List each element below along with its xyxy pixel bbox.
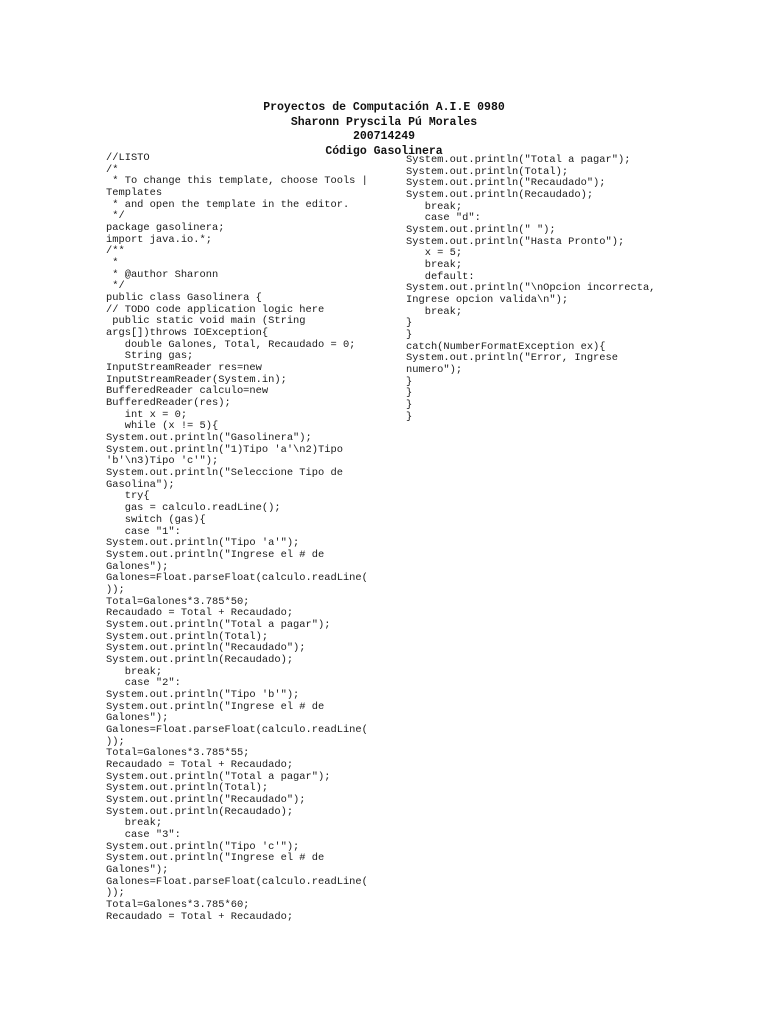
code-line: InputStreamReader(System.in); bbox=[106, 373, 287, 386]
code-line: 'b'\n3)Tipo 'c'"); bbox=[106, 455, 219, 468]
code-line: System.out.println(Recaudado); bbox=[406, 189, 594, 202]
code-line: numero"); bbox=[406, 364, 463, 377]
code-line: } bbox=[406, 410, 413, 423]
code-line: System.out.println("Total a pagar"); bbox=[406, 154, 631, 166]
code-line: break; bbox=[406, 305, 463, 318]
code-line: BufferedReader calculo=new bbox=[106, 385, 269, 398]
code-line: break; bbox=[406, 259, 463, 272]
code-line: Total=Galones*3.785*55; bbox=[106, 747, 250, 760]
code-line: catch(NumberFormatException ex){ bbox=[406, 340, 606, 353]
code-line: } bbox=[406, 329, 413, 342]
header-student-id: 200714249 bbox=[352, 130, 416, 143]
code-line: )); bbox=[106, 735, 125, 748]
code-line: BufferedReader(res); bbox=[106, 397, 231, 410]
code-line: System.out.println("1)Tipo 'a'\n2)Tipo bbox=[106, 443, 343, 456]
code-line: Galones=Float.parseFloat(calculo.readLine( bbox=[106, 572, 368, 585]
code-line: break; bbox=[106, 665, 163, 678]
code-line: Gasolina"); bbox=[106, 478, 175, 491]
code-line: System.out.println("Hasta Pronto"); bbox=[406, 235, 625, 248]
code-line: System.out.println("Gasolinera"); bbox=[106, 432, 312, 445]
header-author-name: Sharonn Pryscila Pú Morales bbox=[290, 115, 478, 129]
code-line: case "2": bbox=[106, 677, 181, 690]
code-line: System.out.println("Recaudado"); bbox=[406, 177, 606, 190]
code-line: System.out.println(Recaudado); bbox=[106, 653, 294, 666]
code-line: gas = calculo.readLine(); bbox=[106, 502, 281, 515]
code-line: Recaudado = Total + Recaudado; bbox=[106, 758, 294, 771]
code-line: case "d": bbox=[406, 212, 481, 225]
code-line: System.out.println("Tipo 'a'"); bbox=[106, 537, 300, 550]
code-line: switch (gas){ bbox=[106, 513, 206, 526]
code-line: } bbox=[406, 317, 413, 330]
code-line: * To change this template, choose Tools | bbox=[106, 175, 368, 188]
code-line: double Galones, Total, Recaudado = 0; bbox=[106, 338, 356, 351]
code-line: System.out.println("Total a pagar"); bbox=[106, 618, 331, 631]
code-line: Recaudado = Total + Recaudado; bbox=[106, 607, 294, 620]
code-line: package gasolinera; bbox=[106, 222, 225, 235]
code-line: System.out.println("Tipo 'b'"); bbox=[106, 688, 300, 701]
code-line: System.out.println("Tipo 'c'"); bbox=[106, 840, 300, 853]
code-column-left bbox=[106, 153, 398, 923]
code-column-right bbox=[406, 155, 706, 423]
code-line: Ingrese opcion valida\n"); bbox=[406, 294, 569, 307]
code-line: Galones"); bbox=[106, 863, 169, 876]
code-line: System.out.println(Total); bbox=[406, 165, 569, 178]
code-line: System.out.println("Total a pagar"); bbox=[106, 770, 331, 783]
code-line: case "3": bbox=[106, 828, 181, 841]
code-line: System.out.println("Error, Ingrese bbox=[406, 352, 619, 365]
header-code-title: Código Gasolinera bbox=[325, 144, 443, 158]
code-line: System.out.println("Ingrese el # de bbox=[106, 700, 325, 713]
code-line: case "1": bbox=[106, 525, 181, 538]
code-line: int x = 0; bbox=[106, 408, 188, 421]
code-line: } bbox=[406, 375, 413, 388]
document-header bbox=[100, 101, 668, 159]
code-line: )); bbox=[106, 887, 125, 900]
code-line: import java.io.*; bbox=[106, 233, 213, 246]
code-line: while (x != 5){ bbox=[106, 420, 219, 433]
code-line: public class Gasolinera { bbox=[106, 292, 262, 305]
code-line: x = 5; bbox=[406, 247, 463, 260]
code-line: Galones"); bbox=[106, 712, 169, 725]
code-line: * and open the template in the editor. bbox=[106, 198, 350, 211]
code-line: System.out.println("Recaudado"); bbox=[106, 642, 306, 655]
code-line: System.out.println("\nOpcion incorrecta, bbox=[406, 282, 656, 295]
code-line: public static void main (String bbox=[106, 315, 306, 328]
code-line: * @author Sharonn bbox=[106, 268, 219, 281]
code-line: Galones=Float.parseFloat(calculo.readLine( bbox=[106, 875, 368, 888]
header-course-title: Proyectos de Computación A.I.E 0980 bbox=[263, 101, 505, 114]
code-line: */ bbox=[106, 210, 125, 223]
code-line: System.out.println(Total); bbox=[106, 630, 269, 643]
code-line: // TODO code application logic here bbox=[106, 303, 325, 316]
code-line: /** bbox=[106, 245, 125, 258]
code-line: System.out.println("Ingrese el # de bbox=[106, 548, 325, 561]
code-line: String gas; bbox=[106, 350, 194, 363]
code-line: InputStreamReader res=new bbox=[106, 362, 262, 375]
code-line: default: bbox=[406, 270, 475, 283]
code-line: )); bbox=[106, 583, 125, 596]
code-line: Total=Galones*3.785*50; bbox=[106, 595, 250, 608]
code-line: Templates bbox=[106, 187, 163, 200]
code-line: System.out.println(" "); bbox=[406, 224, 556, 237]
code-line: } bbox=[406, 387, 413, 400]
code-line: break; bbox=[406, 200, 463, 213]
code-line: * bbox=[106, 257, 119, 270]
code-line: Galones"); bbox=[106, 560, 169, 573]
code-line: } bbox=[406, 399, 413, 412]
code-line: /* bbox=[106, 163, 119, 176]
code-line: Recaudado = Total + Recaudado; bbox=[106, 910, 294, 923]
code-line: System.out.println("Ingrese el # de bbox=[106, 852, 325, 865]
code-line: break; bbox=[106, 817, 163, 830]
code-line: Galones=Float.parseFloat(calculo.readLine( bbox=[106, 723, 368, 736]
code-line: System.out.println(Recaudado); bbox=[106, 805, 294, 818]
code-line: */ bbox=[106, 280, 125, 293]
code-line: System.out.println("Seleccione Tipo de bbox=[106, 467, 343, 480]
code-line: Total=Galones*3.785*60; bbox=[106, 899, 250, 911]
code-line: try{ bbox=[106, 490, 150, 503]
code-line: args[])throws IOException{ bbox=[106, 327, 269, 340]
code-line: System.out.println(Total); bbox=[106, 782, 269, 795]
code-line: //LISTO bbox=[106, 152, 150, 164]
code-line: System.out.println("Recaudado"); bbox=[106, 793, 306, 806]
